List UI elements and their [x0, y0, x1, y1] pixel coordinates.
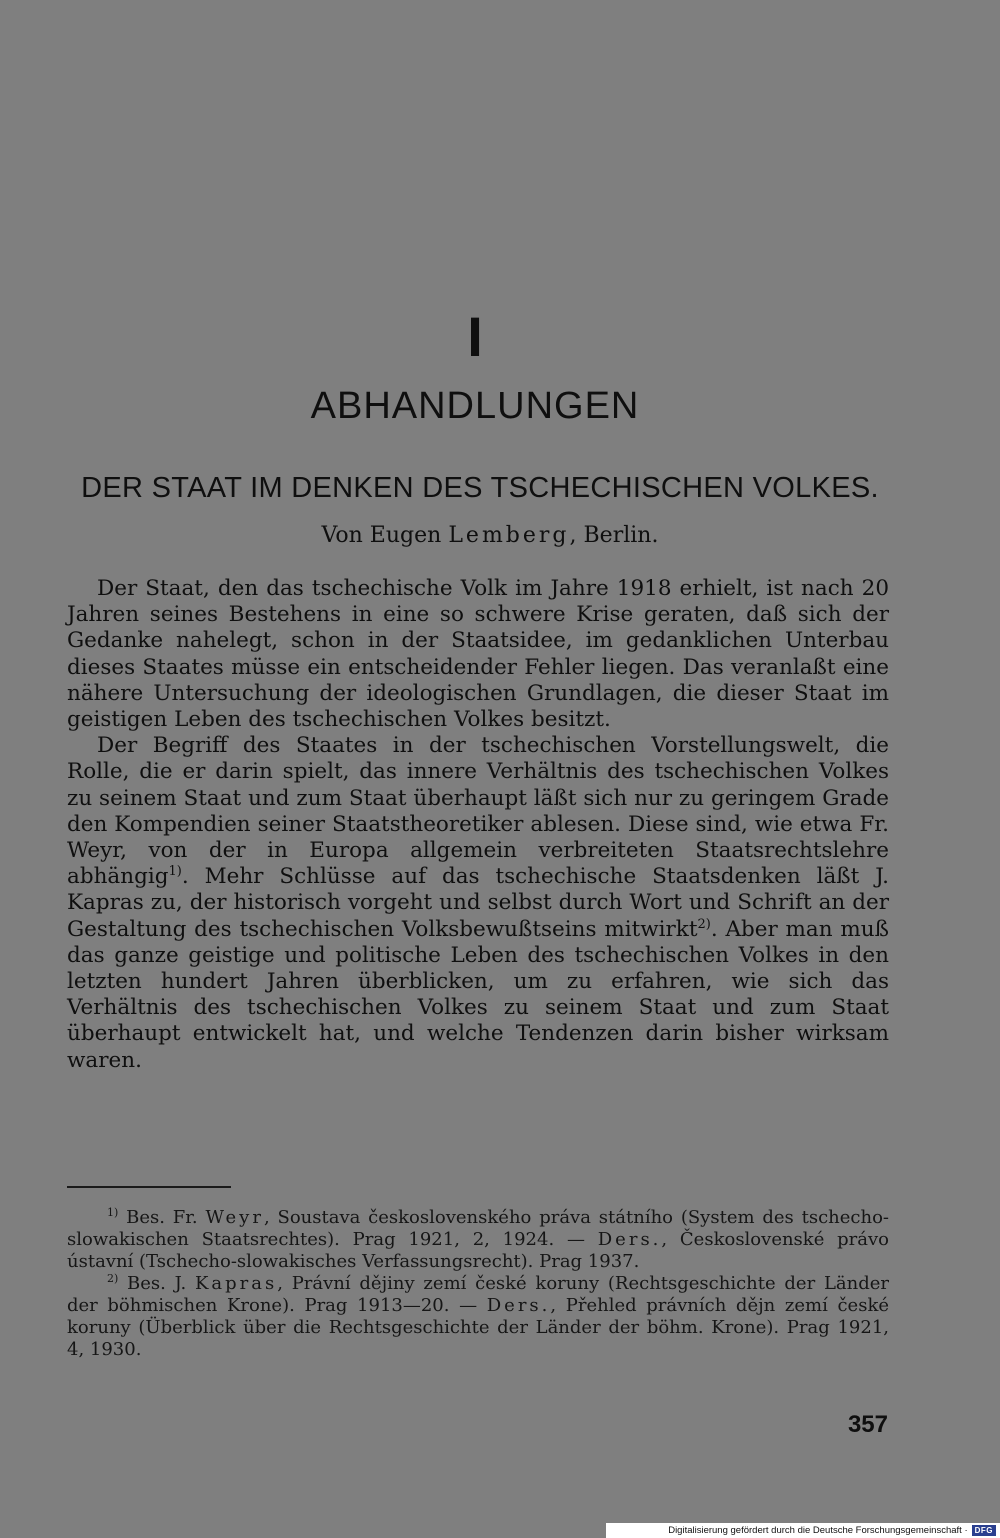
footnote-2-text-c: , Přehled právních dějn zemí české koruny (Überblick über die Rechtsgeschichte der Länder der böhm. Krone). Prag 1921, 4, 1930.	[67, 1295, 889, 1360]
footnote-2-author: Kapras	[194, 1273, 278, 1294]
paragraph-2-part-b: . Mehr Schlüsse auf das tschechische Staatsdenken läßt J. Kapras zu, der historisch vorgeht und selbst durch Wort und Schrift an der Gestaltung des tschechischen Volksbewußtseins mitwirkt	[67, 864, 889, 942]
paragraph-2-part-a: Der Begriff des Staates in der tschechischen Vorstellungswelt, die Rolle, die er darin spielt, das innere Verhältnis des tschechischen Volkes zu seinem Staat und zum Staat überhaupt läßt sich nur zu geringem Grade den Kompendien seiner Staatstheoretiker ablesen. Diese sind, wie etwa Fr. Weyr, von der in Europa allgemein verbreiteten Staatsrechtslehre abhängig	[67, 733, 889, 890]
footnote-1-ders: Ders.	[597, 1229, 662, 1250]
footnote-2	[67, 1273, 889, 1361]
footnote-2-ders: Ders.	[486, 1295, 551, 1316]
footnote-1-text-b: , Soustava československého práva státního (System des tschecho-slowakischen Staatsrechtes). Prag 1921, 2, 1924. —	[67, 1207, 890, 1250]
footnote-divider	[67, 1186, 231, 1188]
byline	[60, 520, 920, 552]
footnote-ref-2[interactable]: 2)	[697, 916, 711, 932]
footnote-1-mark: 1)	[107, 1206, 119, 1219]
page-number: 357	[847, 1411, 888, 1438]
paragraph-1: Der Staat, den das tschechische Volk im Jahre 1918 erhielt, ist nach 20 Jahren seines Bestehens in eine so schwere Krise geraten, daß sich der Gedanke nahelegt, schon in der Staatsidee, im gedanklichen Unterbau dieses Staates müsse ein entscheidender Fehler liegen. Das veranlaßt eine nähere Untersuchung der ideologischen Grundlagen, die dieser Staat im geistigen Leben des tschechischen Volkes besitzt.	[67, 576, 889, 733]
part-number: I	[467, 305, 483, 368]
footnote-2-text-a: Bes. J.	[118, 1273, 195, 1294]
footnote-2-mark: 2)	[107, 1272, 119, 1285]
author-name: Lemberg	[448, 523, 570, 548]
credit-text: Digitalisierung gefördert durch die Deutsche Forschungsgemeinschaft ·	[668, 1525, 968, 1536]
part-title: ABHANDLUNGEN	[310, 385, 640, 427]
footnote-1-text-a: Bes. Fr.	[118, 1207, 206, 1228]
footnotes	[67, 1207, 889, 1361]
paragraph-2	[67, 733, 889, 1074]
footnote-1	[67, 1207, 889, 1273]
paragraph-2-part-c: . Aber man muß das ganze geistige und politische Leben des tschechischen Volkes in den letzten hundert Jahren überblicken, um zu erfahren, wie sich das Verhältnis des tschechischen Volkes zu seinem Staat und zum Staat überhaupt entwickelt hat, und welche Tendenzen darin bisher wirksam waren.	[67, 916, 890, 1073]
footnote-2-text-b: , Právní dějiny zemí české koruny (Rechtsgeschichte der Länder der böhmischen Krone). Prag 1913—20. —	[67, 1273, 889, 1316]
article-title: DER STAAT IM DENKEN DES TSCHECHISCHEN VOLKES.	[81, 472, 879, 504]
byline-prefix: Von Eugen	[321, 523, 449, 548]
footnote-1-text-c: , Československé právo ústavní (Tschecho-slowakisches Verfassungsrecht). Prag 1937.	[67, 1229, 889, 1272]
dfg-logo-icon: DFG	[972, 1525, 996, 1536]
footnote-ref-1[interactable]: 1)	[168, 864, 182, 880]
digitization-credit-bar	[606, 1523, 1000, 1538]
footnote-1-author: Weyr	[205, 1207, 264, 1228]
body-text	[67, 576, 889, 1074]
byline-suffix: , Berlin.	[569, 523, 659, 548]
